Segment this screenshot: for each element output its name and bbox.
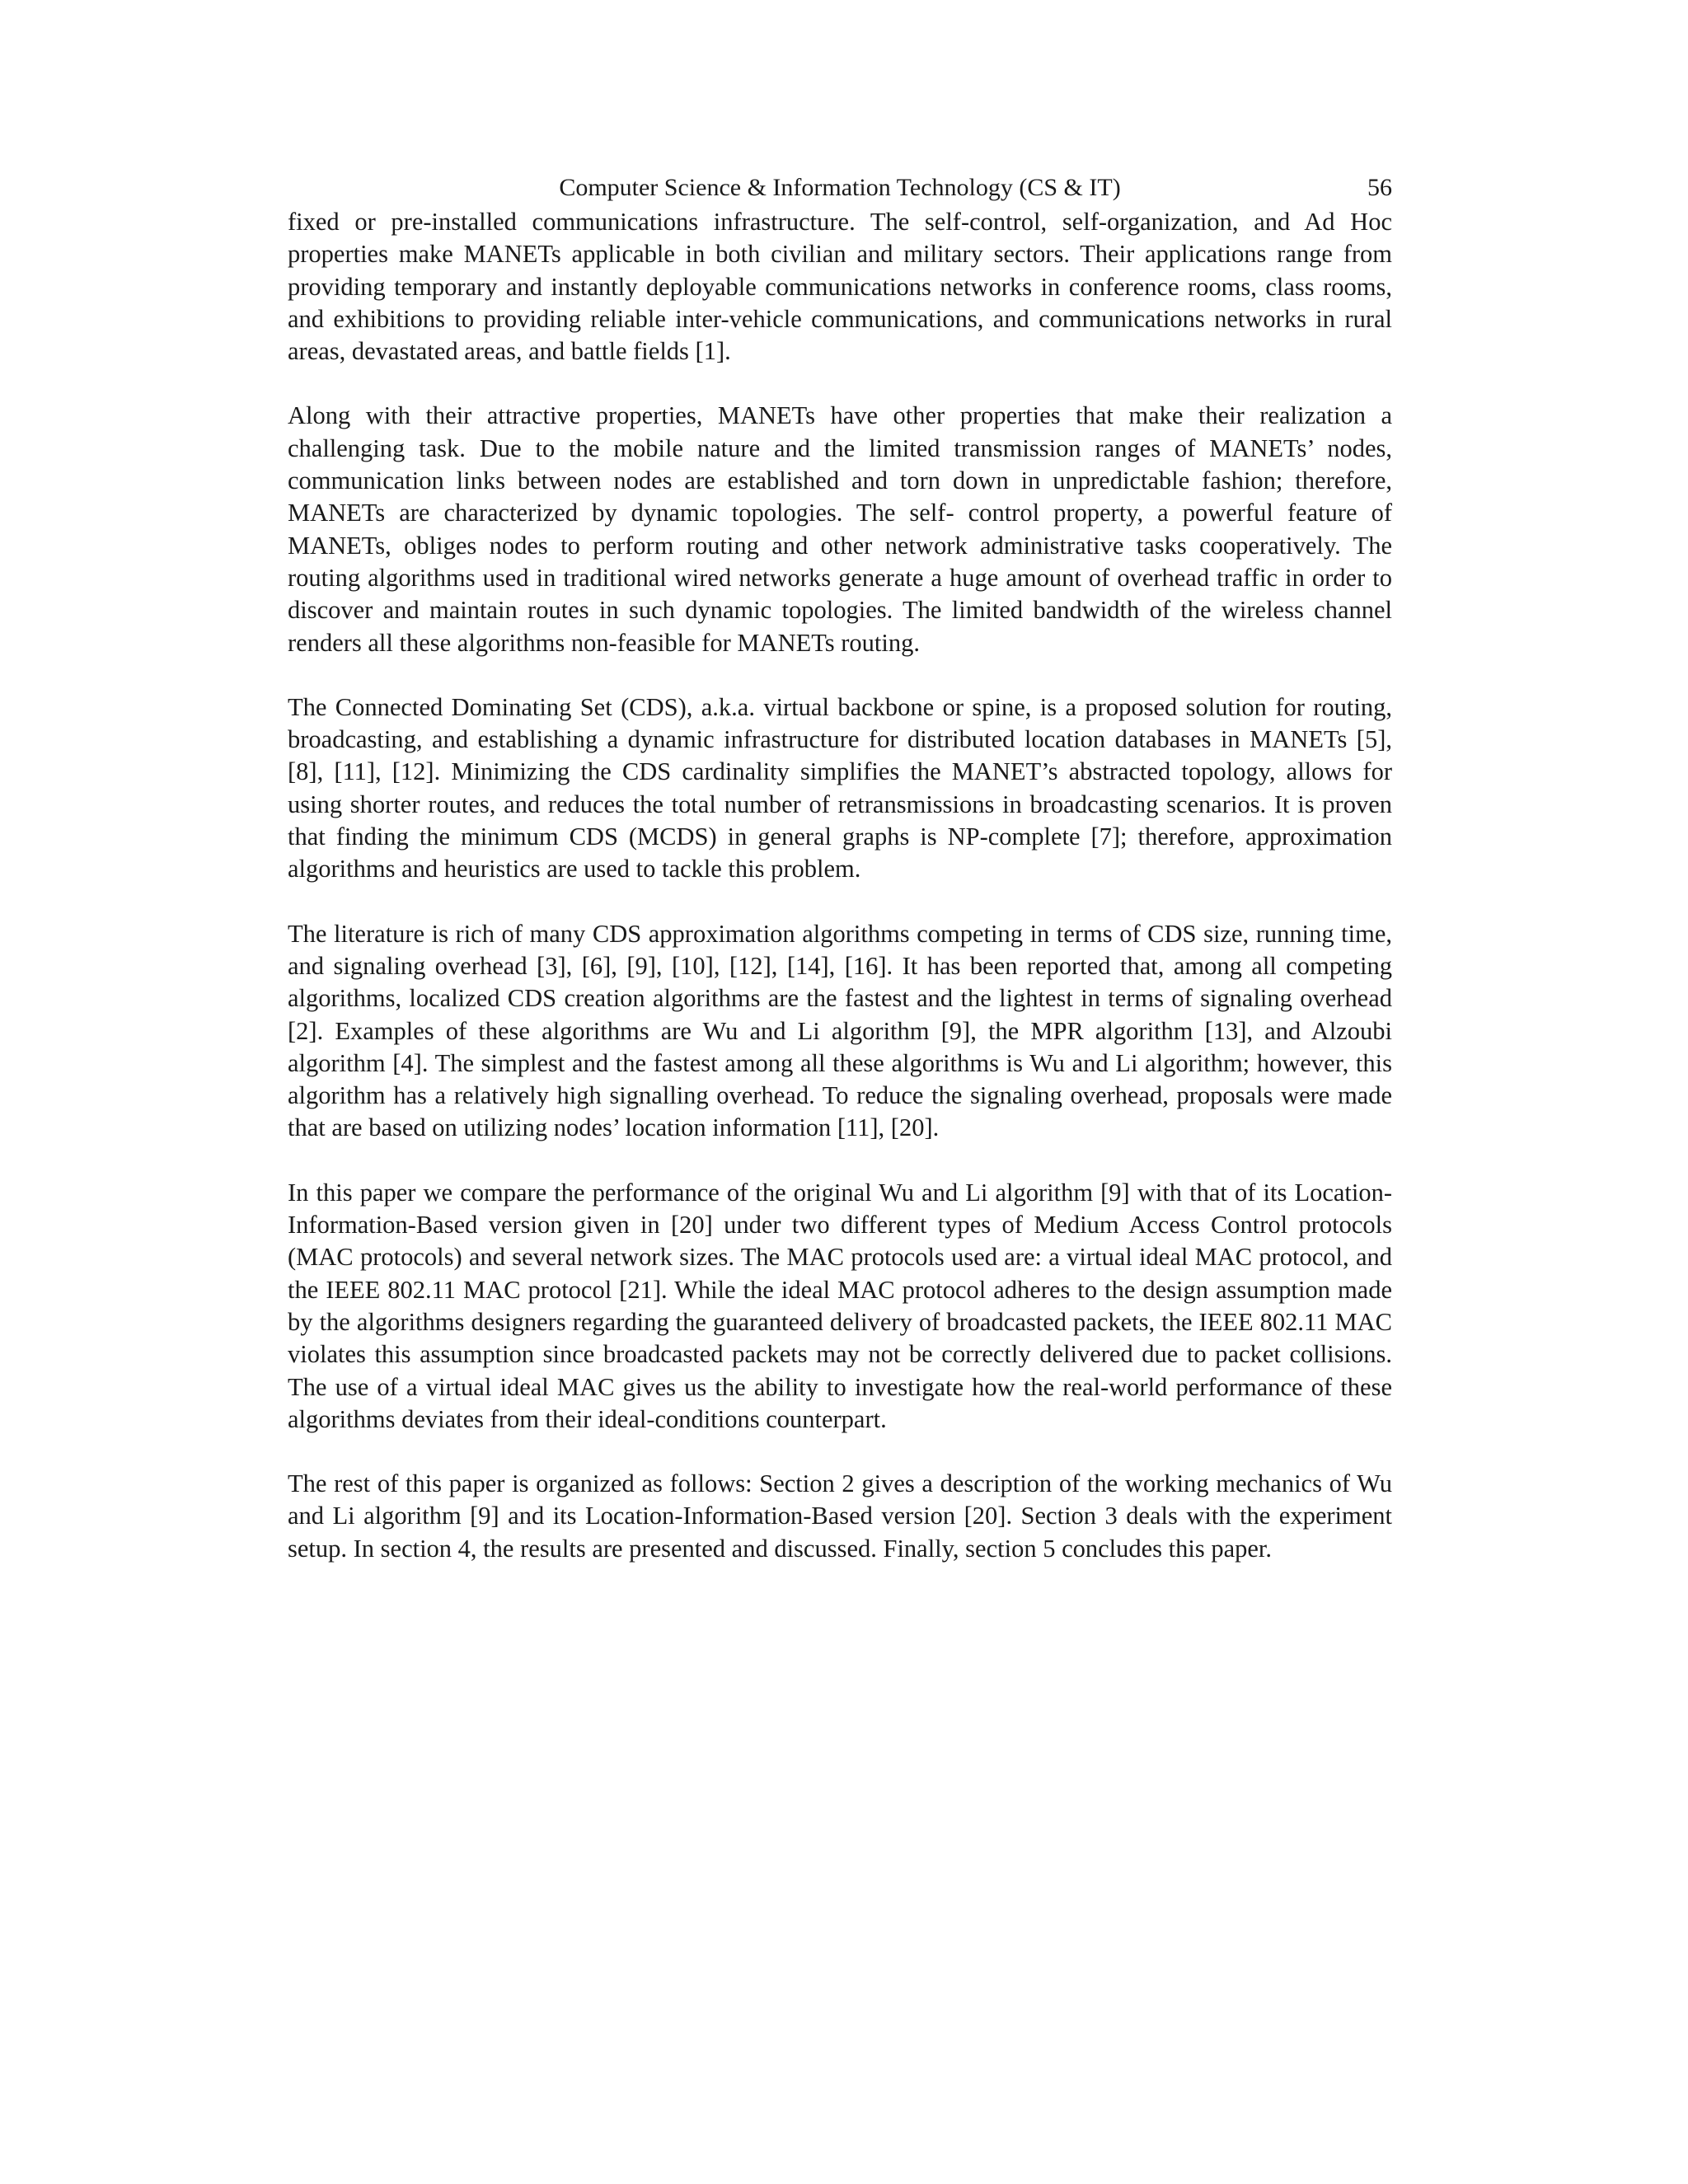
paper-page xyxy=(288,170,1392,1597)
paragraph-paper-organization: The rest of this paper is organized as follows: Section 2 gives a description of the working mechanics of Wu and Li algorithm [9] and its Location-Information-Based version [20]. Section 3 deals with the experiment setup. In section 4, the results are presented and discussed. Finally, section 5 concludes this paper. xyxy=(288,1469,1392,1563)
journal-title: Computer Science & Information Technology (CS & IT) xyxy=(559,174,1121,201)
paragraph-paper-contribution: In this paper we compare the performance of the original Wu and Li algorithm [9] with that of its Location-Information-Based version given in [20] under two different types of Medium Access Control protocols (MAC protocols) and several network sizes. The MAC protocols used are: a virtual ideal MAC protocol, and the IEEE 802.11 MAC protocol [21]. While the ideal MAC protocol adheres to the design assumption made by the algorithms designers regarding the guaranteed delivery of broadcasted packets, the IEEE 802.11 MAC violates this assumption since broadcasted packets may not be correctly delivered due to packet collisions. The use of a virtual ideal MAC gives us the ability to investigate how the real-world performance of these algorithms deviates from their ideal-conditions counterpart. xyxy=(288,1178,1392,1433)
page-number: 56 xyxy=(1367,174,1392,201)
paragraph-manet-applications: fixed or pre-installed communications infrastructure. The self-control, self-organization, and Ad Hoc properties make MANETs applicable in both civilian and military sectors. Their applications range from providing temporary and instantly deployable communications networks in conference rooms, class rooms, and exhibitions to providing reliable inter-vehicle communications, and communications networks in rural areas, devastated areas, and battle fields [1]. xyxy=(288,208,1392,366)
paragraph-cds-literature: The literature is rich of many CDS approximation algorithms competing in terms of CDS size, running time, and signaling overhead [3], [6], [9], [10], [12], [14], [16]. It has been reported that, among all competing algorithms, localized CDS creation algorithms are the fastest and the lightest in terms of signaling overhead [2]. Examples of these algorithms are Wu and Li algorithm [9], the MPR algorithm [13], and Alzoubi algorithm [4]. The simplest and the fastest among all these algorithms is Wu and Li algorithm; however, this algorithm has a relatively high signalling overhead. To reduce the signaling overhead, proposals were made that are based on utilizing nodes’ location information [11], [20]. xyxy=(288,919,1392,1142)
paragraph-manet-challenges: Along with their attractive properties, MANETs have other properties that make their realization a challenging task. Due to the mobile nature and the limited transmission ranges of MANETs’ nodes, communication links between nodes are established and torn down in unpredictable fashion; therefore, MANETs are characterized by dynamic topologies. The self- control property, a powerful feature of MANETs, obliges nodes to perform routing and other network administrative tasks cooperatively. The routing algorithms used in traditional wired networks generate a huge amount of overhead traffic in order to discover and maintain routes in such dynamic topologies. The limited bandwidth of the wireless channel renders all these algorithms non-feasible for MANETs routing. xyxy=(288,401,1392,657)
running-header xyxy=(288,170,1392,206)
body-text xyxy=(288,206,1392,1565)
paragraph-cds-introduction: The Connected Dominating Set (CDS), a.k.a. virtual backbone or spine, is a proposed solution for routing, broadcasting, and establishing a dynamic infrastructure for distributed location databases in MANETs [5], [8], [11], [12]. Minimizing the CDS cardinality simplifies the MANET’s abstracted topology, allows for using shorter routes, and reduces the total number of retransmissions in broadcasting scenarios. It is proven that finding the minimum CDS (MCDS) in general graphs is NP-complete [7]; therefore, approximation algorithms and heuristics are used to tackle this problem. xyxy=(288,692,1392,883)
